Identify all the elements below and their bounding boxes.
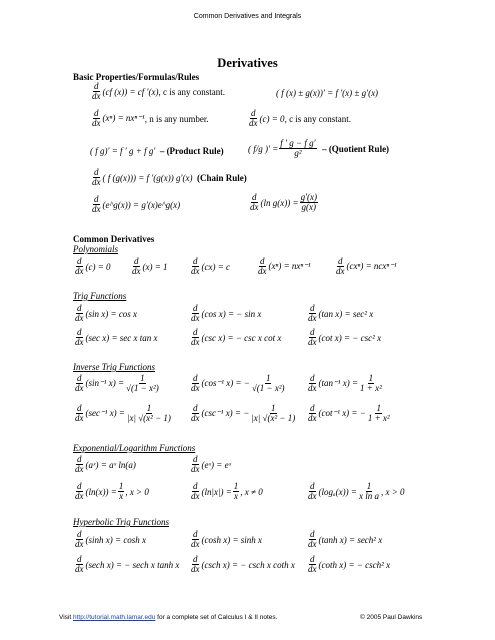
trig-item: d dx (tan x) = sec² x xyxy=(308,303,374,324)
inverse-trig-item: d dx (tan⁻¹ x) = $\frac{1}{\text{1 + x²}}$ xyxy=(308,373,382,394)
poly-item: d dx (c) = 0 xyxy=(75,256,111,277)
page-title: Derivatives xyxy=(217,56,278,70)
inverse-trig-label: Inverse Trig Functions xyxy=(73,362,155,372)
trig-item: d dx (cos x) = − sin x xyxy=(191,303,262,324)
basic-heading: Basic Properties/Formulas/Rules xyxy=(73,72,200,82)
trig-item: d dx (sin x) = cos x xyxy=(75,303,138,324)
footer-note: Visit http://tutorial.math.lamar.edu for a complete set of Calculus I & II notes. xyxy=(59,614,278,621)
hyp-item: d dx (tanh x) = sech² x xyxy=(308,529,383,550)
copyright: © 2005 Paul Dawkins xyxy=(360,614,423,621)
poly-item: d dx (x) = 1 xyxy=(132,256,168,277)
trig-label: Trig Functions xyxy=(73,291,127,301)
trig-item: d dx (csc x) = − csc x cot x xyxy=(191,327,282,348)
common-heading: Common Derivatives xyxy=(73,234,155,244)
inverse-trig-item: d dx (csc⁻¹ x) = − $\frac{1}{\text{|x| √(x² − 1)}}$ xyxy=(191,403,296,424)
poly-item: d dx (xⁿ) = nxⁿ⁻¹ xyxy=(258,256,311,277)
log-item: d dx (ln(x)) = $\frac{1}{x}$ , x > 0 xyxy=(75,481,149,502)
exp-item: d dx (aˣ) = aˣ ln(a) xyxy=(75,454,136,475)
log-item: d dx (ln|x|) = $\frac{1}{x}$ , x ≠ 0 xyxy=(191,481,263,502)
trig-item: d dx (sec x) = sec x tan x xyxy=(75,327,158,348)
rule-quotient: ( f/g )′ = $\frac{\text{f ′ g − f g′}}{\text{g²}}$ – (Quotient Rule) xyxy=(248,138,390,159)
inverse-trig-item: d dx (cos⁻¹ x) = − $\frac{1}{\text{√(1 − x²)}}$ xyxy=(191,373,285,394)
rule-ln-chain: d dx (ln g(x)) = $\frac{g'(x)}{g(x)}$ xyxy=(250,192,318,213)
rule-sum-difference: ( f (x) ± g(x))′ = f ′(x) ± g′(x) xyxy=(276,88,379,98)
tutorial-link[interactable]: http://tutorial.math.lamar.edu xyxy=(72,614,156,621)
page-header: Common Derivatives and Integrals xyxy=(193,13,302,20)
rule-chain: d dx ( f (g(x))) = f ′(g(x)) g′(x) (Chain Rule) xyxy=(92,167,247,188)
trig-item: d dx (cot x) = − csc² x xyxy=(308,327,382,348)
inverse-trig-item: d dx (sec⁻¹ x) = $\frac{1}{\text{|x| √(x² − 1)}}$ xyxy=(75,403,171,424)
rule-exp-chain: d dx (e^g(x)) = g′(x)e^g(x) xyxy=(92,194,181,215)
hyp-item: d dx (cosh x) = sinh x xyxy=(191,529,263,550)
rule-constant: d dx (c) = 0 , c is any constant. xyxy=(249,108,352,129)
poly-item: d dx (cx) = c xyxy=(191,256,231,277)
rule-power: d dx (xⁿ) = nxⁿ⁻¹ , n is any number. xyxy=(92,108,209,129)
exp-log-label: Exponential/Logarithm Functions xyxy=(73,443,196,453)
rule-product: ( f g)′ = f ′ g + f g′ – (Product Rule) xyxy=(90,146,224,156)
exp-item: d dx (eˣ) = eˣ xyxy=(191,454,232,475)
rule-constant-multiple: d dx (cf (x)) = cf ′(x) , c is any constant. xyxy=(92,81,226,102)
hyp-item: d dx (csch x) = − csch x coth x xyxy=(191,554,295,575)
hyp-item: d dx (coth x) = − csch² x xyxy=(308,554,391,575)
inverse-trig-item: d dx (cot⁻¹ x) = − $\frac{1}{\text{1 + x²}}$ xyxy=(308,403,390,424)
hyp-item: d dx (sech x) = − sech x tanh x xyxy=(75,554,180,575)
hyp-item: d dx (sinh x) = cosh x xyxy=(75,529,147,550)
polynomials-label: Polynomials xyxy=(73,244,118,254)
log-item: d dx (logₐ(x)) = $\frac{1}{\text{x ln a}}$ , x > 0 xyxy=(308,481,405,502)
poly-item: d dx (cxⁿ) = ncxⁿ⁻¹ xyxy=(336,256,397,277)
inverse-trig-item: d dx (sin⁻¹ x) = $\frac{1}{\text{√(1 − x²)}}$ xyxy=(75,373,159,394)
hyperbolic-label: Hyperbolic Trig Functions xyxy=(73,517,169,527)
